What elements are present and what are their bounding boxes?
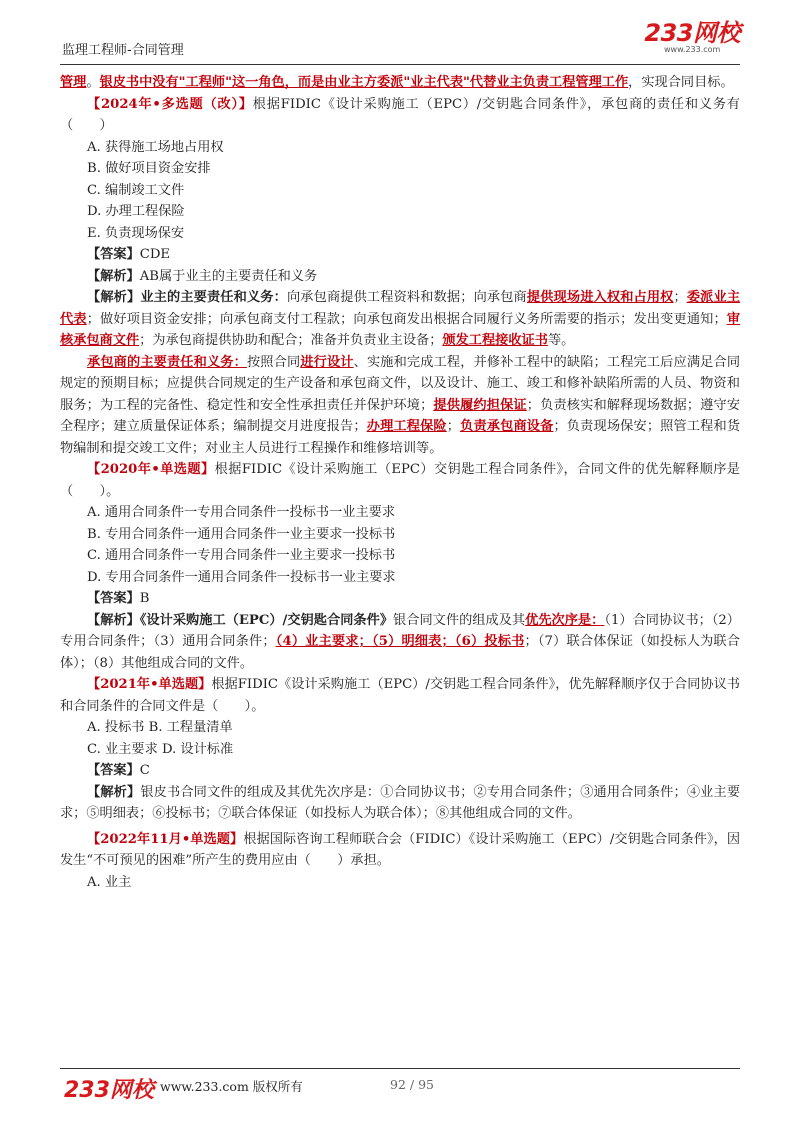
q1-option-a: A. 获得施工场地占用权 [87,139,224,155]
q3-option-ab: A. 投标书 B. 工程量清单 [87,720,233,735]
q3-answer [60,760,740,782]
intro-highlight-1: 管理 [60,75,87,90]
highlight: 委派业主代表 [60,290,741,327]
q2-stem [60,459,740,502]
q4-tag: 【2022年11月•单选题】 [87,831,244,847]
doc-name: 《设计采购施工（EPC）/交钥匙合同条件》 [139,612,394,628]
intro-paragraph [60,72,740,94]
q2-option-a: A. 通用合同条件一专用合同条件一投标书一业主要求 [87,505,396,520]
text-span: 按照合同 [246,354,301,370]
text-span: ；（7）联合体保证（如投标人为联合体）；（8）其他组成合同的文件。 [60,634,740,671]
analysis-label: 【解析】 [87,612,140,628]
q1-option-c: C. 编制竣工文件 [87,182,185,198]
highlight: 办理工程保险 [366,419,447,434]
q1-stem-text: 根据FIDIC《设计采购施工（EPC）/交钥匙合同条件》，承包商的责任和义务有（ ） [60,96,740,133]
q2-analysis [60,610,740,675]
page-header [60,20,740,65]
intro-highlight-2: 银皮书中没有"工程师"这一角色，而是由业主方委派"业主代表"代替业主负责工程管理工作 [99,75,629,90]
q2-option-b: B. 专用合同条件一通用合同条件一业主要求一投标书 [87,526,396,542]
q4-stem [60,829,740,872]
q3-stem [60,674,740,717]
logo-url: www.233.com [664,45,721,54]
highlight: 负责承包商设备 [459,419,554,434]
footer-copyright: www.233.com 版权所有 [160,1079,303,1094]
q1-owner-duties [60,287,740,352]
text-span: ；负责核实和解释现场数据；遵守安全程序；建立质量保证体系；编制提交月进度报告； [60,397,741,434]
q3-analysis [60,782,740,825]
brand-logo [644,20,740,54]
text-span: ；做好项目资金安排；向承包商支付工程款；向承包商发出根据合同履行义务所需要的指示；发出变更通知； [86,311,727,327]
q3-stem-text: 根据FIDIC《设计采购施工（EPC）/交钥匙工程合同条件》，优先解释顺序仅于合同协议书和合同条件的合同文件是（ ）。 [60,677,740,714]
analysis-label: 【解析】 [87,784,141,800]
analysis-label: 【解析】 [87,268,140,284]
text-span: ；为承包商提供协助和配合；准备并负责业主设备； [139,333,443,348]
q2-tag: 【2020年•单选题】 [87,462,215,477]
highlight: （4）业主要求；（5）明细表；（6）投标书 [275,634,525,649]
highlight: 审核承包商文件 [60,311,741,348]
contractor-duties-title: 承包商的主要责任和义务： [87,354,247,370]
highlight: 提供履约担保证 [433,397,527,413]
text-span: 、实施和完成工程，并修补工程中的缺陷；工程完工后应满足合同规定的预期目标；应提供合同规定的生产设备和承包商文件，以及设计、施工、竣工和修补缺陷所需的人员、物资和服务；为工程的完备性、稳定性和安全性承担责任并保护环境； [60,354,741,413]
footer-logo: 233网校 [64,1078,154,1103]
q1-tag: 【2024年•多选题（改）】 [87,96,253,112]
intro-text-1: 。 [86,75,100,90]
answer-label: 【答案】 [87,763,140,778]
logo-text: 233网校 [644,19,740,47]
text-span: 等。 [547,333,575,348]
analysis-text: AB属于业主的主要责任和义务 [139,268,318,284]
highlight: 优先次序是： [525,612,605,628]
answer-value: CDE [139,247,171,262]
q1-stem [60,94,740,137]
q1-option-e: E. 负责现场保安 [87,225,185,241]
answer-value: C [139,763,150,778]
answer-label: 【答案】 [87,247,140,262]
analysis-label: 【解析】 [87,290,141,305]
text-span: 向承包商提供工程资料和数据；向承包商 [286,290,527,305]
q4-stem-text: 根据国际咨询工程师联合会（FIDIC）《设计采购施工（EPC）/交钥匙合同条件》，因发生“不可预见的困难”所产生的费用应由（ ）承担。 [60,831,741,868]
q2-option-d: D. 专用合同条件一通用合同条件一投标书一业主要求 [87,569,396,585]
analysis-text: 银皮书合同文件的组成及其优先次序是：①合同协议书；②专用合同条件；③通用合同条件；④业主要求；⑤明细表；⑥投标书；⑦联合体保证（如投标人为联合体）；⑧其他组成合同的文件。 [60,784,741,821]
q2-option-c: C. 通用合同条件一专用合同条件一业主要求一投标书 [87,548,396,563]
q2-answer [60,588,740,610]
highlight: 进行设计 [300,354,354,370]
q1-option-d: D. 办理工程保险 [87,204,185,219]
owner-duties-title: 业主的主要责任和义务： [140,290,287,305]
q1-option-b: B. 做好项目资金安排 [87,161,211,176]
highlight: 提供现场进入权和占用权 [526,290,674,305]
q1-contractor-duties [60,352,740,460]
highlight: 颁发工程接收证书 [442,333,548,348]
answer-value: B [139,591,150,606]
text-span: ； [446,419,460,434]
q1-answer [60,244,740,266]
page-footer [60,1068,740,1109]
q2-stem-text: 根据FIDIC《设计采购施工（EPC）交钥匙工程合同条件》，合同文件的优先解释顺序是（ ）。 [60,462,740,499]
intro-text-2: ，实现合同目标。 [628,75,734,90]
q3-option-cd: C. 业主要求 D. 设计标准 [87,741,234,757]
page-content [60,72,740,893]
q4-option-a: A. 业主 [87,874,132,890]
q3-tag: 【2021年•单选题】 [87,677,212,692]
text-span: 银合同文件的组成及其 [393,612,526,628]
text-span: （1）合同协议书；（2）专用合同条件；（3）通用合同条件； [60,612,740,649]
text-span: ； [673,290,687,305]
text-span: ；负责现场保安；照管工程和货物编制和提交竣工文件；对业主人员进行工程操作和维修培训等。 [60,419,741,456]
answer-label: 【答案】 [87,591,140,606]
page-number: 92 / 95 [390,1077,434,1092]
doc-title: 监理工程师-合同管理 [62,43,184,58]
q1-analysis-intro [60,266,740,288]
